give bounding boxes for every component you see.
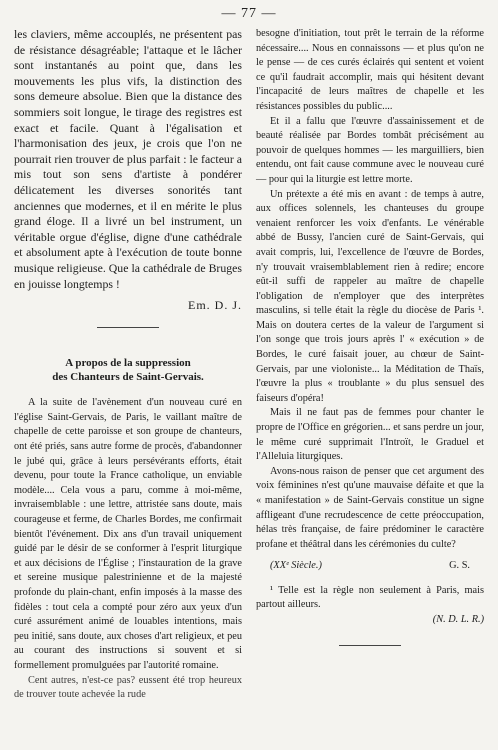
body-paragraph: Et il a fallu que l'œuvre d'assainissement et de beauté réalisée par Bordes tombât précisément au pouvoir de quelques hommes — les marguilliers, bien entendu, ont fait cause commune avec le nouveau curé — pour qui la liturgie est lettre morte. [256,115,484,185]
section-title-line-2: des Chanteurs de Saint-Gervais. [52,371,204,384]
bottom-divider [339,645,401,646]
body-paragraph: Un prétexte a été mis en avant : de temps à autre, aux offices solennels, les chanteuses du groupe venaient renforcer les voix d'enfants. Le vénérable abbé de Bussy, l'ancien curé de Saint-Gervais, qui avait compris, lui, l'excellence de l'œuvre de Bordes, n'y trouvait vraisemblablement rien à redire; encore eût-il suffi de rappeler au maître de chapelle l'obligation de n'employer que des interprètes masculins, si telle était la règle du diocèse de Paris ¹. Mais on doutera certes de la valeur de l'argument si l'on songe que trois jours après l' « exécution » de Bordes, le curé faisait jouer, au chœur de Saint-Gervais, par une violoniste... la Méditation de Thaïs, l'œuvre la plus « troublante » du plus sensuel des faiseurs d'opéra! [256,188,484,404]
author-signature: G. S. [449,560,470,572]
body-paragraph: Cent autres, n'est-ce pas? eussent été trop heureux de trouver toute achevée la rude [14,674,242,701]
section-divider [97,327,159,328]
article-continuation-paragraph: les claviers, même accouplés, ne présentent pas de résistance désagréable; l'attaque et le lâcher sont instantanés au point que, dans les mouvements les plus vifs, la distinction des sons demeure absolue. Bien que la distance des sommiers soit longue, le tirage des registres est exact et facile. Quant à l'égalisation et l'harmonisation des jeux, je crois que l'on ne pourrait rien trouver de plus parfait : le facteur a mis tout son sens d'artiste à pondérer délicatement les diverses sonorités tant anciennes que modernes, et il en mérite le plus grand éloge. Il a livré un bel instrument, un véritable orgue d'église, digne d'une cathédrale et absolument apte à l'exécution de toute bonne musique religieuse. Que la cathédrale de Bruges en jouisse longtemps ! [14,27,242,291]
section-title [14,356,242,384]
right-column [256,27,484,646]
section-title-line-1: A propos de la suppression [65,357,191,370]
page-number: — 77 — [221,6,277,21]
body-paragraph: besogne d'initiation, tout prêt le terrain de la réforme nécessaire.... Nous en connaissons — et plus qu'on ne le pense — de ces curés éclairés qui sentent et voient ce qu'il faudrait accomplir, mais qui hésitent devant l'incapacité de leurs maîtres de chapelle et les résistances possibles du public.... [256,28,484,112]
source-signature: (XXᵉ Siècle.) [270,560,322,572]
body-paragraph: A la suite de l'avènement d'un nouveau curé en l'église Saint-Gervais, de Paris, le vaillant maître de chapelle de cette paroisse et son groupe de chanteurs, ont été priés, sans autre forme de procès, d'abandonner le jubé qui, grâce à leurs persévérants efforts, était devenu, pour toute la France catholique, un enviable modèle.... Cela vous a paru, comme à moi-même, invraisemblable : une lettre, attristée sans doute, mais courageuse et ferme, de Charles Bordes, me confirmait bientôt l'événement. Dix ans d'un travail uniquement guidé par le désir de se conformer à l'esprit liturgique et aux décisions de l'Église ; l'instauration de la grave et sereine musique palestrinienne et de la majesté profonde du plain-chant, enfin imposés à la masse des fidèles : tout cela a compté pour zéro aux yeux d'un curé assurément animé de louables intentions, mais peu initié, sans doute, aux choses d'art religieux, et peu au courant des instructions si souvent et si formellement promulguées par l'autorité romaine. [14,397,242,671]
footnote-source: (N. D. L. R.) [432,613,484,625]
section-body-left [14,396,242,702]
article-signature-row [270,558,470,573]
body-paragraph: Avons-nous raison de penser que cet argument des voix féminines n'est qu'une mauvaise défaite et que la « manifestation » de Saint-Gervais constitue un signe affligeant d'une recrudescence de cette préoccupation, hélas très française, de faire prédominer le caractère profane et théâtral dans les cérémonies du culte? [256,465,484,550]
left-column [14,27,242,703]
body-paragraph: Mais il ne faut pas de femmes pour chanter le propre de l'Office en grégorien... et sans perdre un jour, le même curé supprimait l'Introït, le Graduel et l'Alleluia liturgiques. [256,407,484,463]
article-signature: Em. D. J. [188,298,242,313]
footnote: ¹ Telle est la règle non seulement à Paris, mais partout ailleurs. [256,584,484,611]
